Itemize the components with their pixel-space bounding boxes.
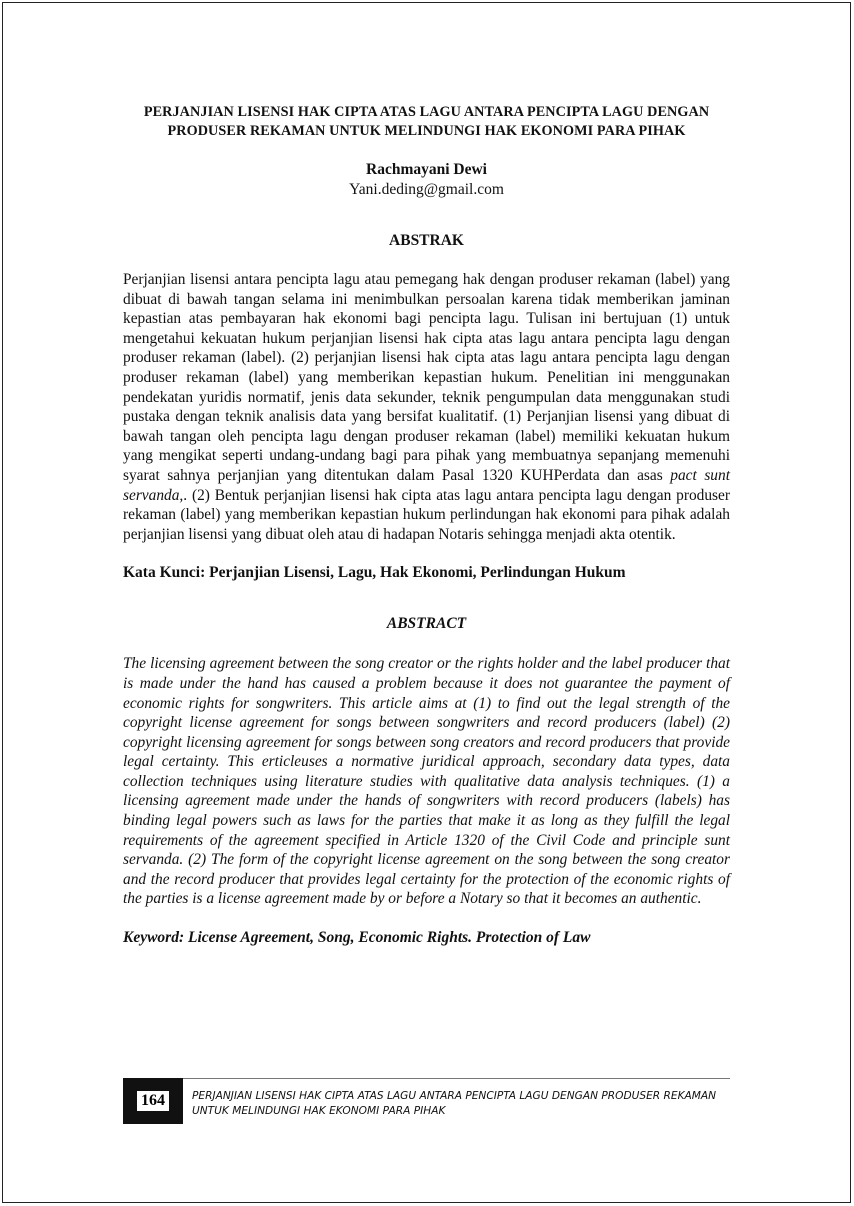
abstrak-latin-term: pact sunt servanda,	[123, 466, 730, 504]
paper-title: PERJANJIAN LISENSI HAK CIPTA ATAS LAGU ANTARA PENCIPTA LAGU DENGAN PRODUSER REKAMAN UNTUK MELINDUNGI HAK EKONOMI PARA PIHAK	[143, 104, 710, 139]
abstrak-text-part-2: . (2) Bentuk perjanjian lisensi hak cipta atas lagu antara pencipta lagu dengan produser rekaman (label) yang memberikan kepastian hukum perlindungan hak ekonomi para pihak adalah perjanjian lisensi yang dibuat oleh atau di hadapan Notaris sehingga menjadi akta otentik.	[123, 486, 730, 543]
page-footer	[123, 1078, 730, 1124]
author-name: Rachmayani Dewi	[366, 161, 487, 178]
abstrak-text-part-1: Perjanjian lisensi antara pencipta lagu atau pemegang hak dengan produser rekaman (label) yang dibuat di bawah tangan selama ini menimbulkan persoalan karena tidak memberikan jaminan kepastian atas pembayaran hak ekonomi bagi pencipta lagu. Tulisan ini bertujuan (1) untuk mengetahui kekuatan hukum perjanjian lisensi hak cipta atas lagu antara pencipta lagu dengan produser rekaman (label). (2) perjanjian lisensi hak cipta atas lagu antara pencipta lagu dengan produser rekaman (label) yang memberikan kepastian hukum. Penelitian ini menggunakan pendekatan yuridis normatif, jenis data sekunder, teknik pengumpulan data menggunakan studi pustaka dengan teknik analisis data yang bersifat kualitatif. (1) Perjanjian lisensi yang dibuat di bawah tangan oleh pencipta lagu dengan produser rekaman (label) memiliki kekuatan hukum yang mengikat seperti undang-undang bagi para pihak yang membuatnya sepanjang memenuhi syarat sahnya perjanjian yang ditentukan dalam Pasal 1320 KUHPerdata dan asas	[123, 271, 730, 484]
footer-divider	[183, 1078, 730, 1079]
page-number-box	[123, 1078, 183, 1124]
abstract-keywords: Keyword: License Agreement, Song, Economic Rights. Protection of Law	[123, 929, 591, 947]
paper-content	[123, 103, 730, 948]
abstrak-keywords: Kata Kunci: Perjanjian Lisensi, Lagu, Hak Ekonomi, Perlindungan Hukum	[123, 564, 626, 582]
page-number: 164	[137, 1091, 169, 1111]
abstract-body: The licensing agreement between the song creator or the rights holder and the label producer that is made under the hand has caused a problem because it does not guarantee the payment of economic rights for songwriters. This article aims at (1) to find out the legal strength of the copyright license agreement for songs between songwriters and record producers (label) (2) copyright licensing agreement for songs between song creators and record producers that provide legal certainty. This erticleuses a normative juridical approach, secondary data types, data collection techniques using literature studies with qualitative data analysis techniques. (1) a licensing agreement made under the hands of songwriters with record producers (labels) has binding legal powers such as laws for the parties that make it as long as they fulfill the legal requirements of the agreement specified in Article 1320 of the Civil Code and principle sunt servanda. (2) The form of the copyright license agreement on the song between the song creator and the record producer that provides legal certainty for the protection of the economic rights of the parties is a license agreement made by or before a Notary so that it becomes an authentic.	[123, 655, 730, 908]
author-email: Yani.deding@gmail.com	[349, 181, 504, 198]
abstrak-body	[123, 270, 730, 544]
abstrak-heading: ABSTRAK	[389, 232, 464, 249]
running-title: PERJANJIAN LISENSI HAK CIPTA ATAS LAGU ANTARA PENCIPTA LAGU DENGAN PRODUSER REKAMAN UNTUK MELINDUNGI HAK EKONOMI PARA PIHAK	[192, 1090, 717, 1117]
abstract-heading: ABSTRACT	[386, 615, 467, 633]
